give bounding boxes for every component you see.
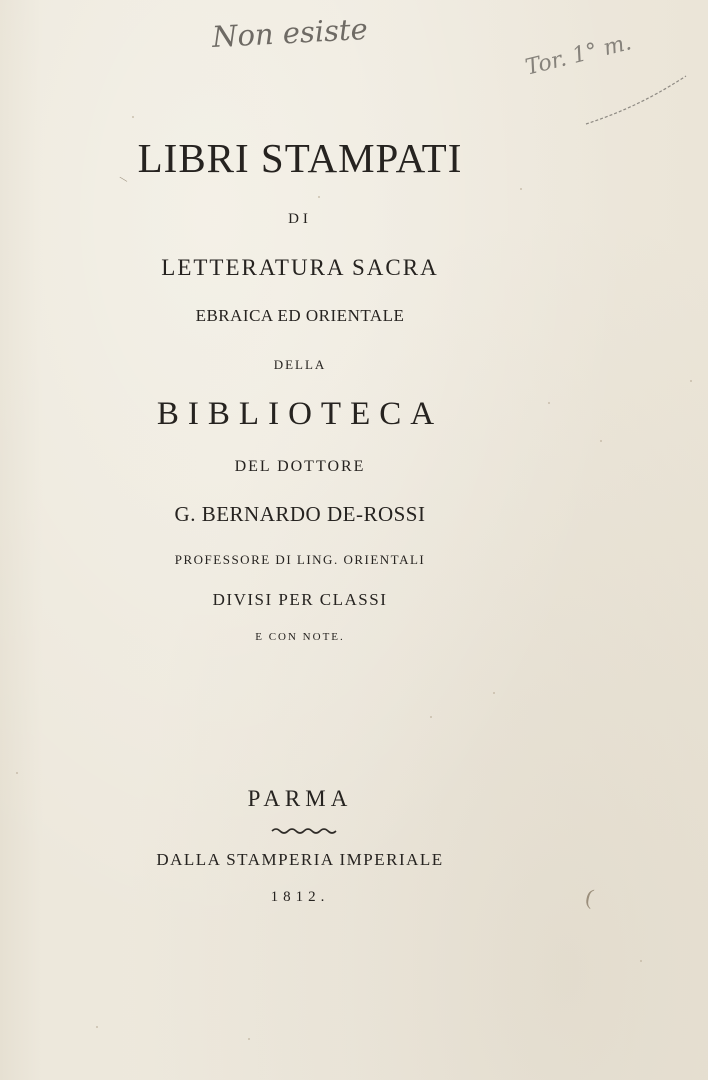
divisi-per-classi: DIVISI PER CLASSI: [212, 590, 388, 609]
paper-mark: \: [117, 172, 130, 186]
paper-speck: [16, 772, 18, 774]
connector-di: DI: [288, 211, 312, 227]
paper-speck: [248, 1038, 250, 1040]
paper-speck: [132, 116, 134, 118]
paper-speck: [96, 1026, 98, 1028]
ornamental-rule: [270, 826, 340, 836]
author-role: PROFESSORE DI LING. ORIENTALI: [174, 552, 426, 567]
handwritten-stroke: [576, 66, 696, 126]
del-dottore: DEL DOTTORE: [234, 458, 366, 475]
paper-mark: (: [583, 883, 596, 910]
paper-speck: [690, 380, 692, 382]
paper-speck: [493, 692, 495, 694]
handwritten-note-right: Tor. 1° m.: [522, 30, 634, 81]
subject-line-1: LETTERATURA SACRA: [161, 255, 439, 280]
author-name: G. BERNARDO DE-ROSSI: [174, 502, 426, 526]
biblioteca-heading: BIBLIOTECA: [156, 396, 444, 432]
paper-speck: [520, 188, 522, 190]
handwritten-note-top: Non esiste: [211, 11, 369, 55]
paper-speck: [640, 960, 642, 962]
imprint-city: PARMA: [247, 786, 353, 811]
subject-line-2: EBRAICA ED ORIENTALE: [195, 306, 405, 325]
paper-speck: [430, 716, 432, 718]
con-note: E CON NOTE.: [255, 631, 345, 643]
imprint-year: 1812.: [270, 889, 330, 905]
paper-speck: [600, 440, 602, 442]
book-title: LIBRI STAMPATI: [137, 135, 463, 181]
paper-speck: [318, 196, 320, 198]
connector-della: DELLA: [273, 357, 327, 372]
imprint-printer: DALLA STAMPERIA IMPERIALE: [156, 850, 444, 869]
